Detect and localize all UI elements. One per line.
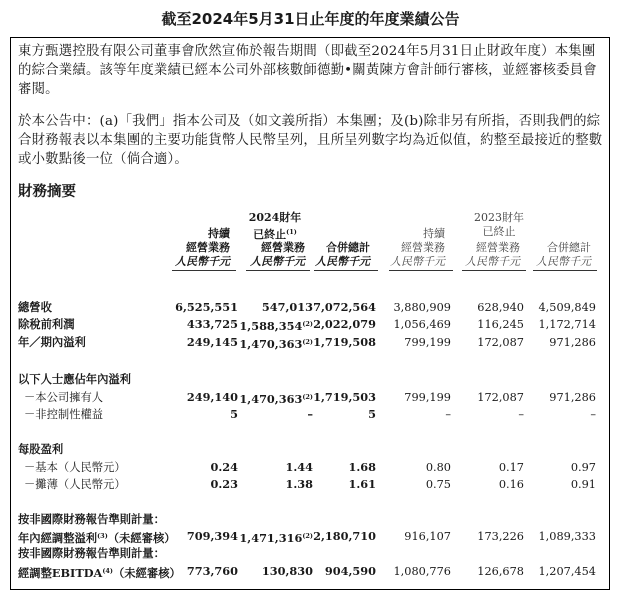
cell: 116,245 <box>477 318 524 331</box>
cell: 1.68 <box>348 460 376 474</box>
cell: – <box>307 407 313 421</box>
row-label-text: 經調整EBITDA <box>18 566 103 580</box>
cell: 773,760 <box>186 564 238 578</box>
col-header-2023-continuing-l2: 經營業務 <box>401 241 445 254</box>
header-underline <box>172 270 236 271</box>
cell: 0.16 <box>498 478 524 491</box>
cell: 172,087 <box>477 336 524 349</box>
row-label: 按非國際財務報告準則計量： <box>18 512 165 526</box>
table-row-eps-basic <box>18 460 608 475</box>
footnote-marker: (3) <box>97 532 108 540</box>
row-label-tail: （未經審核） <box>113 566 181 580</box>
cell: 971,286 <box>549 336 596 349</box>
row-label: －非控制性權益 <box>24 408 104 421</box>
cell: 249,140 <box>186 390 238 404</box>
cell <box>239 317 313 334</box>
row-label: 總營收 <box>18 300 52 314</box>
table-row-profit-before-tax <box>18 317 608 332</box>
header-underline <box>389 270 453 271</box>
cell: 249,145 <box>186 335 238 349</box>
cell: 1.61 <box>348 477 376 491</box>
cell: 799,199 <box>404 391 451 404</box>
cell: 0.17 <box>498 461 524 474</box>
cell: 173,226 <box>477 530 524 543</box>
table-row-non-ifrs-heading-2 <box>18 546 608 561</box>
footnote-marker: (2) <box>302 338 313 346</box>
cell: 172,087 <box>477 391 524 404</box>
cell: 1,719,508 <box>313 335 376 349</box>
row-label: 按非國際財務報告準則計量： <box>18 546 165 560</box>
col-header-2023-continuing-l1: 持續 <box>423 227 445 240</box>
cell: 2,180,710 <box>313 529 376 543</box>
cell: 0.97 <box>570 461 596 474</box>
cell: 628,940 <box>477 301 524 314</box>
cell: 0.24 <box>210 460 238 474</box>
col-header-2023-total-l2: 合併總計 <box>547 241 591 254</box>
period-2024-note: (1) <box>286 228 297 236</box>
cell: 904,590 <box>324 564 376 578</box>
cell: – <box>518 408 524 421</box>
cell-value: 1,470,363 <box>239 337 303 351</box>
col-header-2024-continuing-l3: 人民幣千元 <box>175 255 230 268</box>
cell: 709,394 <box>186 529 238 543</box>
period-2024-line1: 2024財年 <box>248 211 302 224</box>
cell: 1.38 <box>285 477 313 491</box>
table-row-non-ifrs-heading <box>18 512 608 527</box>
definitions-paragraph: 於本公告中：(a)「我們」指本公司及（如文義所指）本集團；及(b)除非另有所指，否則我們的綜合財務報表以本集團的主要功能貨幣人民幣呈列，且所呈列數字均為近似值，約整至最接近的整數或小數點後一位（倘合適）。 <box>18 114 603 167</box>
table-row-eps-diluted <box>18 477 608 492</box>
cell: 2,022,079 <box>313 317 376 331</box>
cell: 3,880,909 <box>393 301 451 314</box>
announcement-title: 截至2024年5月31日止年度的年度業績公告 <box>161 10 460 28</box>
col-header-2024-discontinued-l2: 經營業務 <box>261 241 305 254</box>
row-label-tail: （未經審核） <box>107 531 176 545</box>
cell: 547,013 <box>261 300 313 314</box>
cell: 916,107 <box>404 530 451 543</box>
cell: 433,725 <box>186 317 238 331</box>
cell: 1,207,454 <box>538 565 596 578</box>
header-underline <box>314 270 378 271</box>
header-underline <box>533 270 597 271</box>
row-label <box>18 564 181 581</box>
col-header-2023-continuing-l3: 人民幣千元 <box>390 255 445 268</box>
footnote-marker: (4) <box>102 567 113 575</box>
row-label: 以下人士應佔年內溢利 <box>18 372 131 386</box>
period-2023-line1: 2023財年 <box>474 211 524 224</box>
row-label <box>18 529 176 546</box>
table-row-adjusted-ebitda <box>18 564 608 579</box>
cell: 1,172,714 <box>538 318 596 331</box>
table-row-total-revenue <box>18 300 608 315</box>
cell-value: 1,470,363 <box>239 392 303 406</box>
cell: 0.75 <box>425 478 451 491</box>
col-header-2023-discontinued-l3: 人民幣千元 <box>465 255 520 268</box>
row-label: 每股盈利 <box>18 442 64 456</box>
row-label: 除稅前利潤 <box>18 317 75 331</box>
row-label: 年／期內溢利 <box>18 335 86 349</box>
financial-highlights-heading: 財務摘要 <box>18 184 76 200</box>
col-header-2024-continuing-l2: 經營業務 <box>186 241 230 254</box>
table-row-profit-for-year <box>18 335 608 350</box>
table-row-adjusted-profit <box>18 529 608 544</box>
cell: 6,525,551 <box>175 300 238 314</box>
cell: 0.91 <box>570 478 596 491</box>
cell: 0.80 <box>425 461 451 474</box>
cell: 1.44 <box>285 460 313 474</box>
cell: 4,509,849 <box>538 301 596 314</box>
cell <box>239 335 313 352</box>
period-2024-line2 <box>240 225 310 242</box>
table-row-eps-heading <box>18 442 608 457</box>
cell: 799,199 <box>404 336 451 349</box>
header-underline <box>246 270 310 271</box>
cell <box>239 529 313 546</box>
period-2024-discontinued-label: 已終止 <box>253 228 287 241</box>
footnote-marker: (2) <box>302 532 313 540</box>
col-header-2024-total-l2: 合併總計 <box>326 241 370 254</box>
cell-value: 1,471,316 <box>239 531 303 545</box>
cell: 126,678 <box>477 565 524 578</box>
row-label: －基本（人民幣元） <box>24 461 126 474</box>
cell: 130,830 <box>261 564 313 578</box>
cell <box>239 390 313 407</box>
row-label-text: 年內經調整溢利 <box>18 531 98 545</box>
header-underline <box>462 270 526 271</box>
cell: 1,089,333 <box>538 530 596 543</box>
cell: 971,286 <box>549 391 596 404</box>
cell: 7,072,564 <box>313 300 376 314</box>
cell: 1,080,776 <box>393 565 451 578</box>
table-row-profit-attributable-heading <box>18 372 608 387</box>
intro-paragraph: 東方甄選控股有限公司董事會欣然宣佈於報告期間（即截至2024年5月31日止財政年度）本集團的綜合業績。該等年度業績已經本公司外部核數師德勤•關黃陳方會計師行審核，並經審核委員會審閱。 <box>18 44 597 97</box>
cell: 1,719,503 <box>313 390 376 404</box>
row-label: －攤薄（人民幣元） <box>24 478 126 491</box>
col-header-2024-discontinued-l3: 人民幣千元 <box>250 255 305 268</box>
col-header-2023-discontinued-l2: 經營業務 <box>476 241 520 254</box>
cell: – <box>445 408 451 421</box>
footnote-marker: (2) <box>302 320 313 328</box>
col-header-2024-continuing-l1: 持續 <box>208 227 230 240</box>
cell: 5 <box>368 407 376 421</box>
table-row-owners <box>18 390 608 405</box>
col-header-2023-total-l3: 人民幣千元 <box>536 255 591 268</box>
period-2023-line2: 已終止 <box>482 225 516 238</box>
footnote-marker: (2) <box>302 393 313 401</box>
cell-value: 1,588,354 <box>239 319 303 333</box>
cell: 5 <box>230 407 238 421</box>
table-row-non-controlling <box>18 407 608 422</box>
col-header-2024-total-l3: 人民幣千元 <box>315 255 370 268</box>
cell: 1,056,469 <box>393 318 451 331</box>
cell: 0.23 <box>210 477 238 491</box>
cell: – <box>590 408 596 421</box>
row-label: －本公司擁有人 <box>24 391 104 404</box>
